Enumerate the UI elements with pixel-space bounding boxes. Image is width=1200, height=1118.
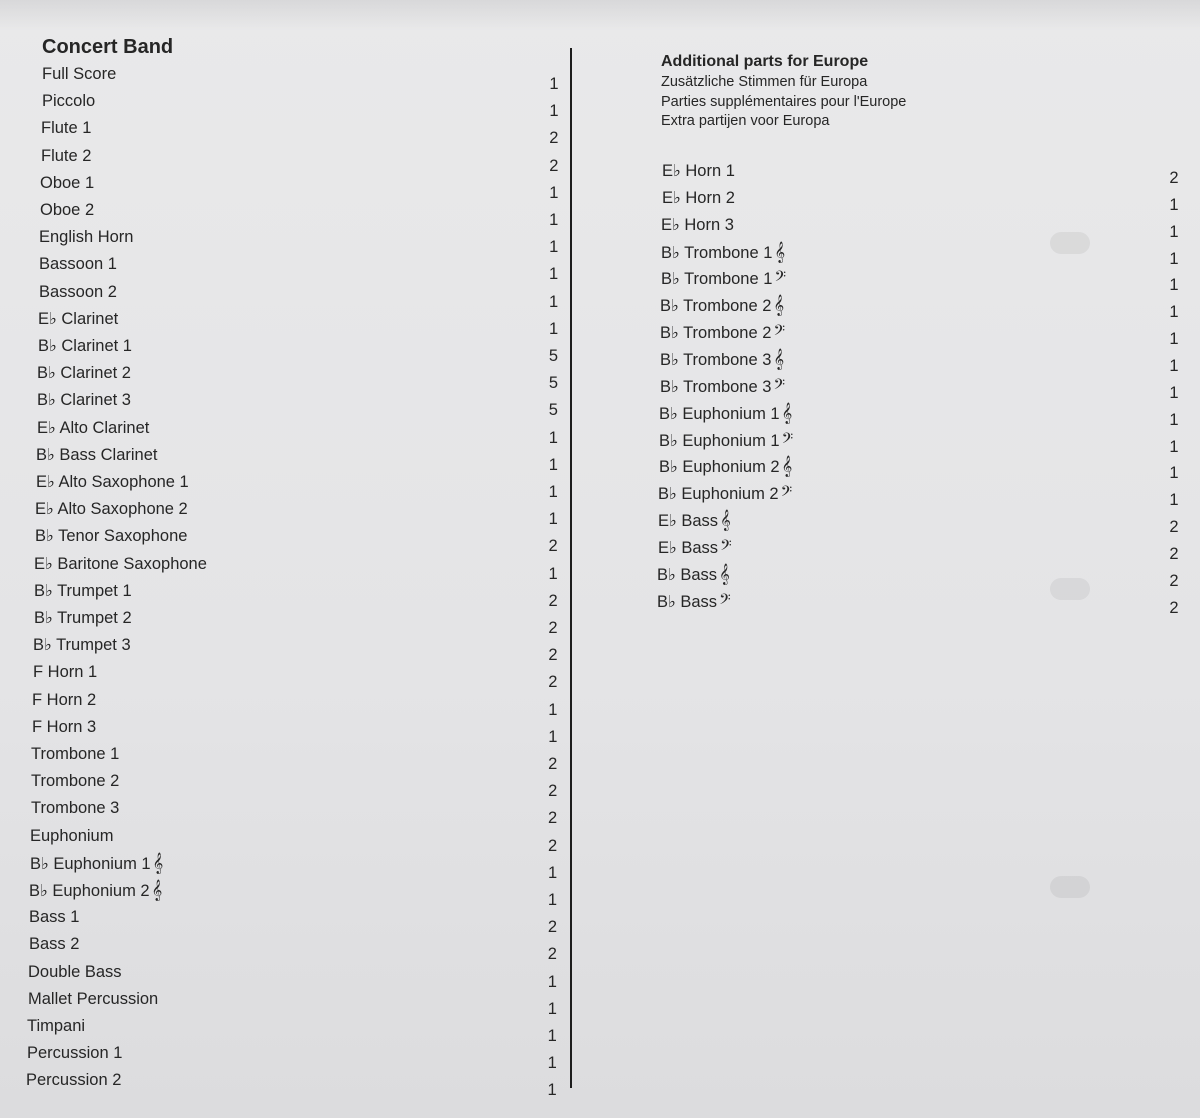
part-quantity: 1	[548, 510, 558, 529]
part-row	[27, 1040, 562, 1073]
part-quantity: 1	[549, 265, 559, 284]
part-name-text: Bassoon 1	[39, 255, 117, 274]
part-row	[661, 212, 1182, 239]
part-name-text: E♭ Bass	[658, 512, 719, 531]
part-quantity: 1	[1169, 249, 1179, 268]
part-name	[661, 212, 734, 239]
part-row	[38, 333, 562, 365]
part-name	[36, 442, 158, 469]
part-quantity: 2	[547, 945, 557, 964]
part-name	[29, 931, 79, 958]
concert-band-title: Concert Band	[42, 36, 174, 58]
part-quantity: 1	[547, 1027, 557, 1045]
part-quantity: 1	[1169, 410, 1179, 429]
part-name-text: B♭ Clarinet 1	[38, 337, 132, 355]
part-row	[661, 239, 1182, 266]
part-quantity: 1	[1169, 356, 1179, 375]
part-quantity: 2	[1169, 169, 1179, 187]
part-name	[42, 88, 95, 115]
europe-title: Additional parts for Europe	[661, 53, 869, 70]
part-quantity: 2	[548, 646, 558, 665]
part-name	[37, 387, 131, 414]
part-quantity: 2	[548, 836, 558, 855]
part-name-text: E♭ Horn 2	[662, 188, 735, 207]
part-row	[29, 931, 562, 964]
part-name-text: Flute 2	[41, 146, 92, 165]
part-quantity: 1	[1169, 491, 1179, 510]
part-name	[657, 588, 731, 616]
treble-clef-icon: 𝄞	[773, 348, 785, 370]
part-name-text: Mallet Percussion	[28, 989, 159, 1008]
part-row	[659, 400, 1182, 427]
part-row	[661, 265, 1182, 295]
part-name-text: B♭ Euphonium 1	[659, 404, 780, 423]
part-name-text: B♭ Trumpet 3	[33, 636, 131, 655]
part-quantity: 1	[549, 75, 559, 93]
part-quantity: 1	[547, 1081, 557, 1100]
part-name	[30, 823, 113, 850]
bleed-through-mark	[1050, 876, 1090, 898]
part-name-text: B♭ Trombone 3	[660, 377, 772, 396]
part-name-text: Trombone 2	[31, 772, 120, 791]
part-name	[659, 427, 793, 455]
part-row	[662, 158, 1182, 185]
part-row	[41, 115, 562, 148]
part-name	[660, 346, 784, 374]
part-name	[41, 143, 91, 170]
part-row	[30, 823, 562, 855]
part-quantity: 1	[547, 972, 557, 991]
part-row	[658, 534, 1182, 561]
part-quantity: 5	[548, 347, 559, 365]
part-row	[39, 279, 562, 311]
part-row	[31, 741, 562, 773]
part-quantity: 1	[547, 999, 557, 1018]
part-quantity: 2	[1169, 518, 1179, 537]
part-name	[662, 185, 735, 212]
part-name-text: B♭ Euphonium 1	[30, 854, 151, 873]
part-row	[42, 61, 562, 93]
part-quantity: 1	[548, 700, 558, 719]
part-name-text: B♭ Euphonium 2	[658, 485, 779, 504]
part-row	[28, 959, 562, 991]
part-quantity: 5	[548, 374, 559, 393]
part-name	[40, 170, 94, 197]
part-quantity: 2	[1169, 544, 1179, 563]
bass-clef-icon: 𝄢	[719, 590, 731, 612]
part-name	[31, 741, 119, 768]
part-name-text: Bass 1	[29, 908, 80, 927]
part-row	[36, 469, 562, 501]
part-name	[658, 507, 731, 535]
part-quantity: 2	[1169, 598, 1179, 617]
part-quantity: 1	[549, 211, 559, 229]
part-quantity: 2	[548, 537, 558, 556]
part-row	[37, 360, 562, 393]
part-name-text: F Horn 2	[32, 690, 97, 709]
part-row	[32, 714, 562, 746]
part-name-text: Trombone 1	[31, 745, 120, 763]
part-row	[659, 453, 1182, 483]
part-name-text: Percussion 1	[27, 1044, 123, 1063]
part-name-text: Full Score	[42, 65, 117, 83]
part-quantity: 1	[1169, 464, 1179, 483]
part-name	[29, 877, 162, 905]
part-quantity: 1	[548, 727, 558, 746]
part-name-text: E♭ Alto Clarinet	[37, 418, 150, 437]
part-name-text: E♭ Alto Saxophone 2	[35, 500, 188, 519]
part-row	[658, 507, 1182, 537]
part-row	[660, 292, 1182, 322]
part-name	[28, 959, 122, 986]
part-name-text: B♭ Trombone 1	[661, 243, 773, 262]
part-name	[41, 115, 91, 142]
europe-subtitle-fr: Parties supplémentaires pour l'Europe	[661, 94, 907, 110]
part-row	[27, 1013, 562, 1045]
part-row	[37, 415, 562, 447]
part-name-text: Double Bass	[28, 962, 122, 981]
part-row	[40, 197, 562, 229]
part-quantity: 1	[1169, 437, 1179, 456]
part-name	[659, 400, 792, 428]
bass-clef-icon: 𝄢	[780, 483, 793, 505]
part-name	[658, 480, 792, 508]
part-name-text: B♭ Trombone 2	[660, 324, 772, 343]
part-name	[29, 904, 79, 931]
part-name-text: Timpani	[27, 1017, 86, 1035]
treble-clef-icon: 𝄞	[152, 852, 164, 874]
bass-clef-icon: 𝄢	[773, 375, 786, 397]
treble-clef-icon: 𝄞	[719, 563, 730, 585]
part-quantity: 2	[549, 129, 559, 148]
part-name	[36, 469, 189, 496]
part-name-text: Trombone 3	[31, 799, 120, 818]
part-name-text: Oboe 1	[40, 173, 95, 192]
part-row	[38, 306, 562, 338]
part-name-text: B♭ Tenor Saxophone	[35, 527, 188, 546]
part-name	[657, 561, 730, 589]
part-quantity: 2	[547, 918, 558, 937]
part-name-text: B♭ Euphonium 1	[659, 431, 780, 450]
part-name	[661, 265, 786, 293]
part-name	[660, 373, 785, 401]
part-quantity: 1	[548, 428, 558, 447]
part-quantity: 2	[548, 782, 558, 801]
part-name	[38, 333, 132, 360]
part-row	[662, 185, 1182, 212]
part-name-text: B♭ Clarinet 3	[37, 391, 131, 410]
part-name	[28, 986, 158, 1013]
part-row	[659, 427, 1182, 454]
part-name-text: Euphonium	[30, 826, 114, 845]
part-name	[30, 850, 163, 878]
part-name	[33, 659, 97, 686]
part-row	[32, 687, 562, 719]
bass-clef-icon: 𝄢	[720, 536, 732, 558]
part-row	[657, 561, 1182, 588]
part-quantity: 1	[1169, 383, 1179, 402]
part-row	[33, 659, 562, 692]
part-row	[35, 523, 562, 556]
part-row	[37, 387, 562, 420]
part-row	[40, 170, 562, 202]
treble-clef-icon: 𝄞	[781, 402, 793, 424]
part-name-text: F Horn 3	[32, 717, 97, 736]
part-quantity: 1	[548, 455, 558, 474]
part-name-text: B♭ Euphonium 2	[659, 458, 780, 477]
part-name-text: F Horn 1	[33, 663, 98, 682]
part-name-text: B♭ Bass Clarinet	[36, 445, 158, 464]
part-name-text: Piccolo	[42, 92, 96, 111]
part-quantity: 1	[549, 183, 559, 202]
part-name-text: Bass 2	[29, 935, 80, 954]
part-name	[42, 61, 116, 88]
part-row	[657, 588, 1182, 615]
part-name	[27, 1013, 85, 1040]
part-name	[32, 714, 96, 741]
part-name-text: E♭ Alto Saxophone 1	[36, 473, 189, 491]
part-row	[29, 904, 562, 937]
part-name-text: B♭ Bass	[657, 565, 718, 584]
part-quantity: 2	[548, 673, 558, 692]
part-name-text: B♭ Trumpet 2	[34, 609, 132, 627]
part-name-text: E♭ Bass	[658, 538, 719, 557]
part-name-text: Percussion 2	[26, 1071, 122, 1090]
part-name	[659, 453, 792, 481]
part-name	[33, 632, 131, 659]
treble-clef-icon: 𝄞	[773, 295, 785, 317]
column-divider	[570, 48, 572, 1088]
part-name	[39, 251, 117, 278]
page-edge-shadow	[0, 0, 1200, 30]
bass-clef-icon: 𝄢	[774, 268, 787, 290]
part-quantity: 2	[548, 619, 558, 637]
part-name-text: E♭ Horn 3	[661, 215, 734, 234]
treble-clef-icon: 𝄞	[720, 510, 731, 532]
part-quantity: 1	[549, 292, 559, 311]
part-row	[658, 480, 1182, 510]
part-name	[658, 534, 732, 562]
part-quantity: 1	[548, 483, 558, 501]
part-name	[34, 605, 132, 632]
part-name	[662, 158, 735, 185]
part-row	[36, 442, 562, 474]
part-name	[31, 795, 119, 822]
europe-subtitle-nl: Extra partijen voor Europa	[661, 113, 830, 129]
part-row	[39, 251, 562, 284]
treble-clef-icon: 𝄞	[774, 241, 786, 263]
part-row	[42, 88, 562, 121]
part-name-text: Flute 1	[41, 119, 92, 138]
part-name	[35, 496, 188, 523]
bass-clef-icon: 𝄢	[781, 429, 794, 451]
part-name-text: Bassoon 2	[39, 282, 117, 301]
part-name	[39, 279, 117, 306]
part-row	[30, 850, 562, 882]
part-row	[33, 632, 562, 665]
part-name	[34, 551, 207, 578]
part-row	[31, 795, 562, 828]
part-quantity: 5	[548, 401, 558, 420]
treble-clef-icon: 𝄞	[151, 880, 163, 901]
part-name	[661, 239, 785, 267]
part-row	[660, 373, 1182, 400]
part-name-text: E♭ Clarinet	[38, 309, 119, 328]
part-name	[660, 292, 784, 320]
part-row	[29, 877, 562, 909]
part-quantity: 1	[547, 863, 558, 882]
part-name	[660, 319, 785, 347]
part-name-text: B♭ Bass	[657, 592, 718, 611]
part-name	[27, 1040, 122, 1067]
part-name-text: B♭ Trombone 2	[660, 297, 772, 316]
part-quantity: 1	[548, 564, 558, 583]
part-name	[34, 578, 132, 605]
part-name-text: B♭ Trombone 3	[660, 350, 772, 369]
part-name-text: B♭ Trumpet 1	[34, 581, 132, 600]
part-name-text: E♭ Baritone Saxophone	[34, 554, 207, 573]
part-row	[35, 496, 562, 529]
part-quantity: 1	[1169, 222, 1179, 241]
part-name-text: English Horn	[39, 228, 134, 247]
part-quantity: 1	[549, 238, 559, 257]
part-quantity: 1	[547, 1054, 557, 1073]
part-row	[34, 605, 562, 637]
part-quantity: 1	[1169, 195, 1179, 214]
europe-subtitle-de: Zusätzliche Stimmen für Europa	[661, 74, 868, 90]
part-name	[38, 306, 118, 333]
part-quantity: 1	[1169, 276, 1179, 295]
part-quantity: 2	[1169, 571, 1179, 590]
part-name-text: E♭ Horn 1	[662, 162, 735, 180]
part-name	[26, 1067, 121, 1094]
part-quantity: 1	[549, 102, 559, 121]
bass-clef-icon: 𝄢	[773, 322, 786, 344]
part-quantity: 2	[548, 809, 558, 828]
treble-clef-icon: 𝄞	[781, 456, 793, 478]
part-quantity: 1	[548, 319, 559, 338]
part-name-text: B♭ Trombone 1	[661, 270, 773, 289]
part-quantity: 1	[1169, 330, 1179, 349]
part-row	[660, 319, 1182, 349]
part-row	[39, 224, 562, 257]
part-row	[26, 1067, 562, 1100]
part-quantity: 2	[549, 156, 559, 175]
part-name	[35, 523, 187, 550]
part-name	[37, 360, 131, 387]
part-name	[40, 197, 94, 224]
part-name-text: B♭ Clarinet 2	[37, 364, 131, 383]
part-quantity: 2	[548, 755, 558, 773]
part-quantity: 1	[1169, 303, 1179, 322]
part-row	[41, 143, 562, 175]
part-name	[39, 224, 133, 251]
part-name	[31, 768, 119, 795]
part-name-text: Oboe 2	[40, 201, 95, 219]
part-name-text: B♭ Euphonium 2	[29, 882, 150, 900]
part-row	[660, 346, 1182, 373]
part-row	[34, 578, 562, 610]
part-quantity: 2	[548, 591, 558, 610]
part-name	[32, 687, 96, 714]
part-name	[37, 415, 149, 442]
part-row	[31, 768, 562, 801]
part-quantity: 1	[547, 891, 558, 909]
part-row	[34, 551, 562, 583]
part-row	[28, 986, 562, 1018]
